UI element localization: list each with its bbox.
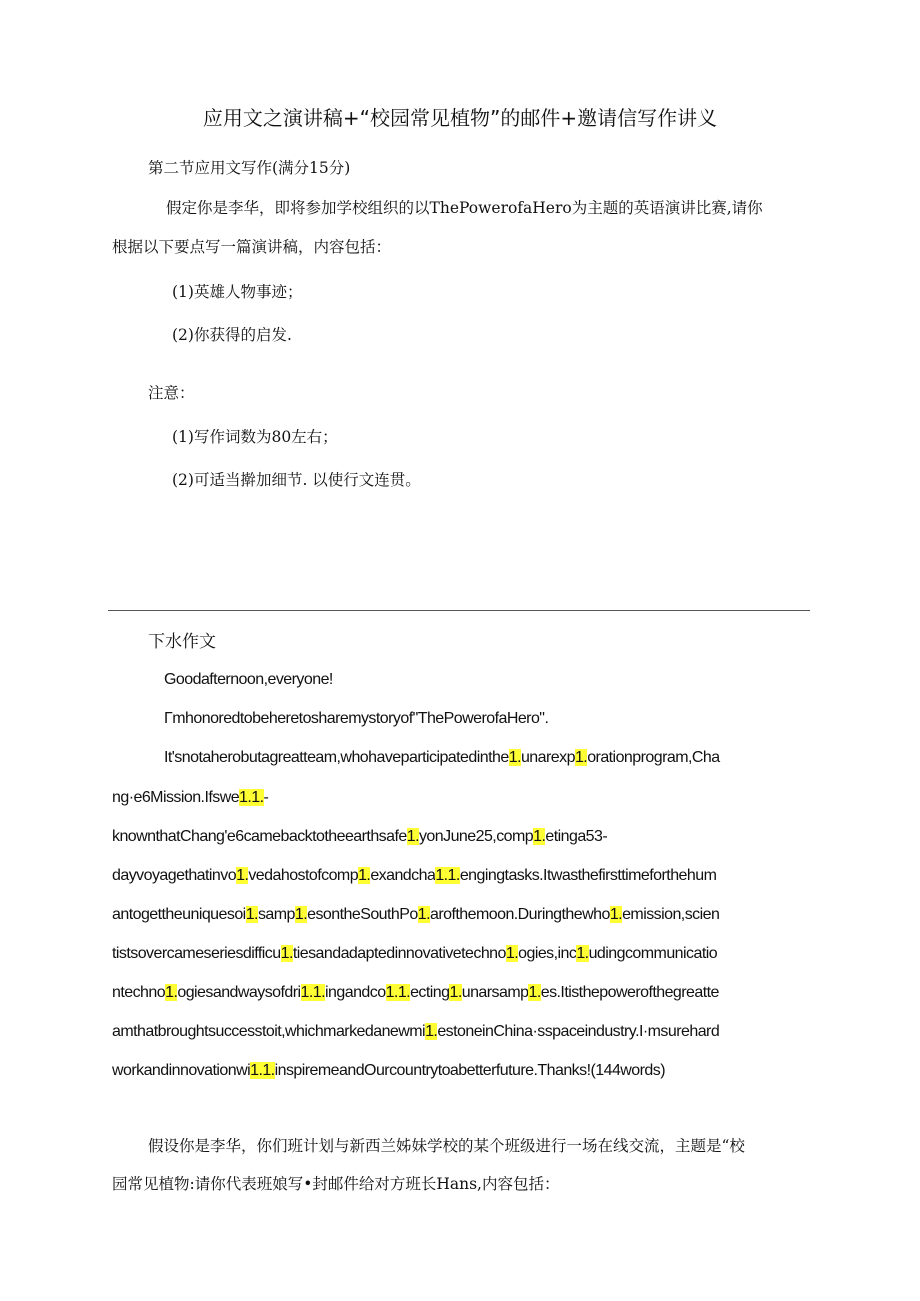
highlight-mark: 1. [574,749,588,766]
highlight-mark: 1. [245,906,258,923]
essay-line: ng·e6Mission.Ifswe1.1.- [112,789,269,806]
section-heading: 第二节应用文写作(满分15分) [148,159,351,177]
highlight-mark: 1. [280,945,293,962]
essay-line: ntechno1.ogiesandwaysofdri1.1.ingandco1.1.ecting1.unarsamp1.es.Itisthepowerofthegreatte [112,984,719,1001]
sample-essay-label: 下水作文 [148,632,216,652]
notice-1: (1)写作词数为80左右； [172,428,338,446]
essay-line: workandinnovationwi1.1.inspiremeandOurcountrytoabetterfuture.Thanks!(144words) [112,1062,666,1079]
highlight-mark: 1.1. [385,984,411,1001]
essay-greeting: Goodafternoon,everyone! [164,671,333,688]
highlight-mark: 1.1. [300,984,326,1001]
document-title: 应用文之演讲稿+“校园常见植物”的邮件+邀请信写作讲义 [202,106,718,130]
highlight-mark: 1. [165,984,178,1001]
essay-line: dayvoyagethatinvo1.vedahostofcomp1.exandcha1.1.engingtasks.Itwasthefirsttimeforthehum [112,867,717,884]
notice-2: (2)可适当擀加细节. 以使行文连贯。 [172,471,421,489]
point-1: (1)英雄人物事迹； [172,283,303,301]
essay-line: amthatbroughtsuccesstoit,whichmarkedanewmi1.estoneinChina·sspaceindustry.I·msurehard [112,1023,720,1040]
highlight-mark: 1. [533,828,546,845]
point-2: (2)你获得的启发. [172,326,292,344]
highlight-mark: 1.1. [435,867,460,884]
task2-line-2: 园常见植物:请你代表班娘写•封邮件给对方班长Hans,内容包括： [112,1175,560,1193]
highlight-mark: 1. [505,945,519,962]
prompt-line-2: 根据以下要点写一篇演讲稿，内容包括： [112,238,392,256]
section-divider [108,610,810,611]
highlight-mark: 1. [358,867,371,884]
essay-line: tistsovercameseriesdifficu1.tiesandadaptedinnovativetechno1.ogies,inc1.udingcommunicatio [112,945,718,962]
highlight-mark: 1. [528,984,541,1001]
highlight-mark: 1. [449,984,462,1001]
highlight-mark: 1. [294,906,308,923]
essay-line: antogettheuniquesoi1.samp1.esontheSouthPo1.arofthemoon.Duringthewho1.emission,scien [112,906,720,923]
prompt-line-1: 假定你是李华，即将参加学校组织的以ThePowerofaHero为主题的英语演讲比赛,请你 [166,199,763,217]
essay-line: knownthatChang'e6camebacktotheearthsafe1.yonJune25,comp1.etinga53- [112,828,608,845]
highlight-mark: 1. [508,749,521,766]
task2-line-1: 假设你是李华，你们班计划与新西兰姊妹学校的某个班级进行一场在线交流，主题是“校 [148,1137,745,1155]
highlight-mark: 1.1. [250,1062,275,1079]
essay-line: It'snotaherobutagreatteam,whohaveparticipatedinthe1.unarexp1.orationprogram,Cha [164,749,720,766]
essay-intro: Γmhonoredtobeheretosharemystoryof"ThePowerofaHero". [164,710,549,727]
highlight-mark: 1. [236,867,249,884]
highlight-mark: 1. [425,1023,438,1040]
notice-label: 注意： [148,384,195,402]
highlight-mark: 1. [609,906,623,923]
highlight-mark: 1. [576,945,589,962]
highlight-mark: 1.1. [239,789,264,806]
highlight-mark: 1. [417,906,430,923]
highlight-mark: 1. [406,828,419,845]
